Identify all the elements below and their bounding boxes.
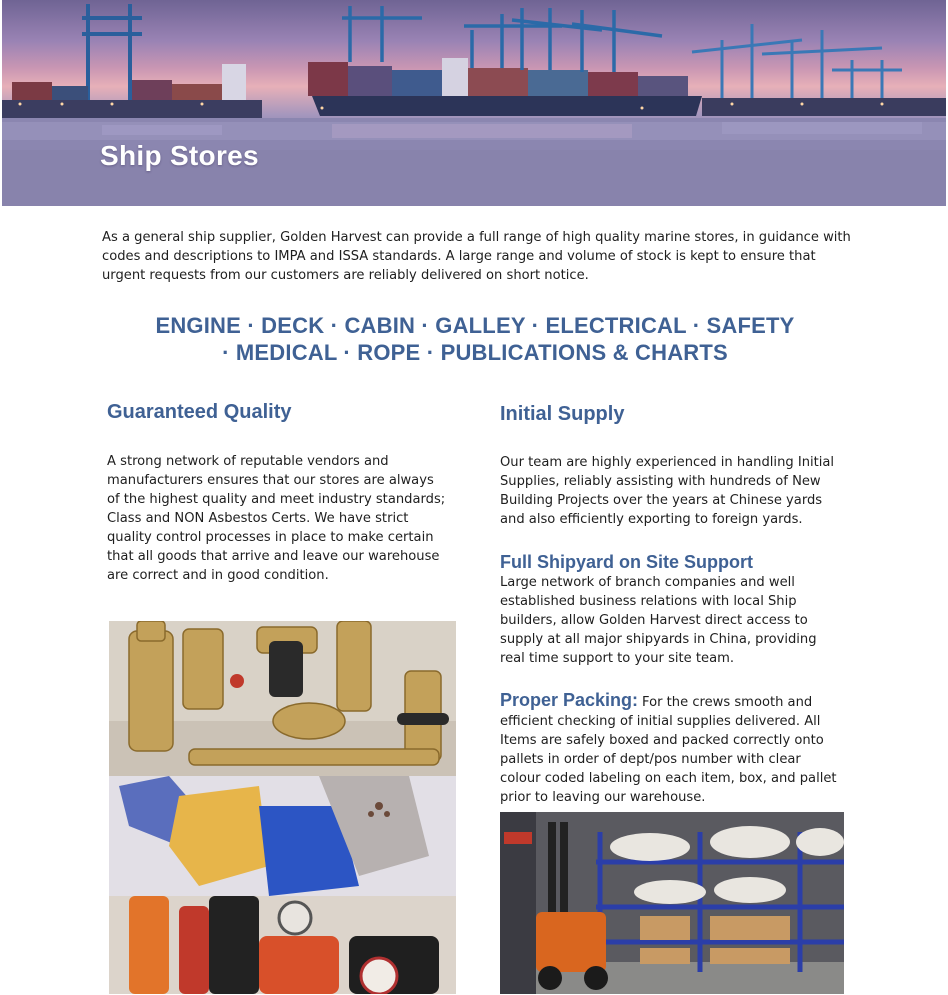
intro-paragraph: As a general ship supplier, Golden Harvest can provide a full range of high quality marine stores, in guidance with codes and descriptions to IMPA and ISSA standards. A large range and volume of stock is kept to ensure that urgent requests from our customers are reliably delivered on short notice.	[102, 230, 851, 283]
warehouse-forklift-photo	[500, 812, 844, 994]
proper-packing-body: For the crews smooth and efficient checking of initial supplies delivered. All Items are safely boxed and packed correctly onto pallets in order of dept/pos number with clear colour coded labeling on each item, box, and pallet prior to leaving our warehouse.	[500, 695, 837, 805]
page-title: Ship Stores	[100, 140, 259, 171]
shipyard-support-body: Large network of branch companies and well established business relations with local Ship builders, allow Golden Harvest direct access to supply at all major shipyards in China, providing real time support to your site team.	[500, 575, 817, 666]
proper-packing-section	[500, 691, 840, 807]
brass-fittings-photo	[109, 621, 456, 776]
guaranteed-quality-heading: Guaranteed Quality	[107, 401, 292, 423]
port-skyline-illustration	[2, 0, 946, 206]
store-categories	[100, 312, 850, 366]
categories-line-1: ENGINE · DECK · CABIN · GALLEY · ELECTRICAL · SAFETY	[155, 313, 795, 338]
initial-supply-body: Our team are highly experienced in handling Initial Supplies, reliably assisting with hundreds of New Building Projects over the years at Chinese yards and also efficiently exporting to foreign yards.	[500, 455, 835, 527]
hero-banner	[2, 0, 946, 206]
initial-supply-heading: Initial Supply	[500, 403, 625, 425]
guaranteed-quality-body: A strong network of reputable vendors and manufacturers ensures that our stores are always of the highest quality and meet industry standards; Class and NON Asbestos Certs. We have strict quality control processes in place to make certain that all goods that arrive and leave our warehouse are correct and in good condition.	[107, 454, 446, 583]
flashlights-photo	[109, 896, 456, 994]
categories-line-2: · MEDICAL · ROPE · PUBLICATIONS & CHARTS	[222, 340, 728, 365]
proper-packing-heading: Proper Packing:	[500, 690, 639, 710]
shipyard-support-heading: Full Shipyard on Site Support	[500, 552, 754, 572]
work-gloves-photo	[109, 776, 456, 896]
